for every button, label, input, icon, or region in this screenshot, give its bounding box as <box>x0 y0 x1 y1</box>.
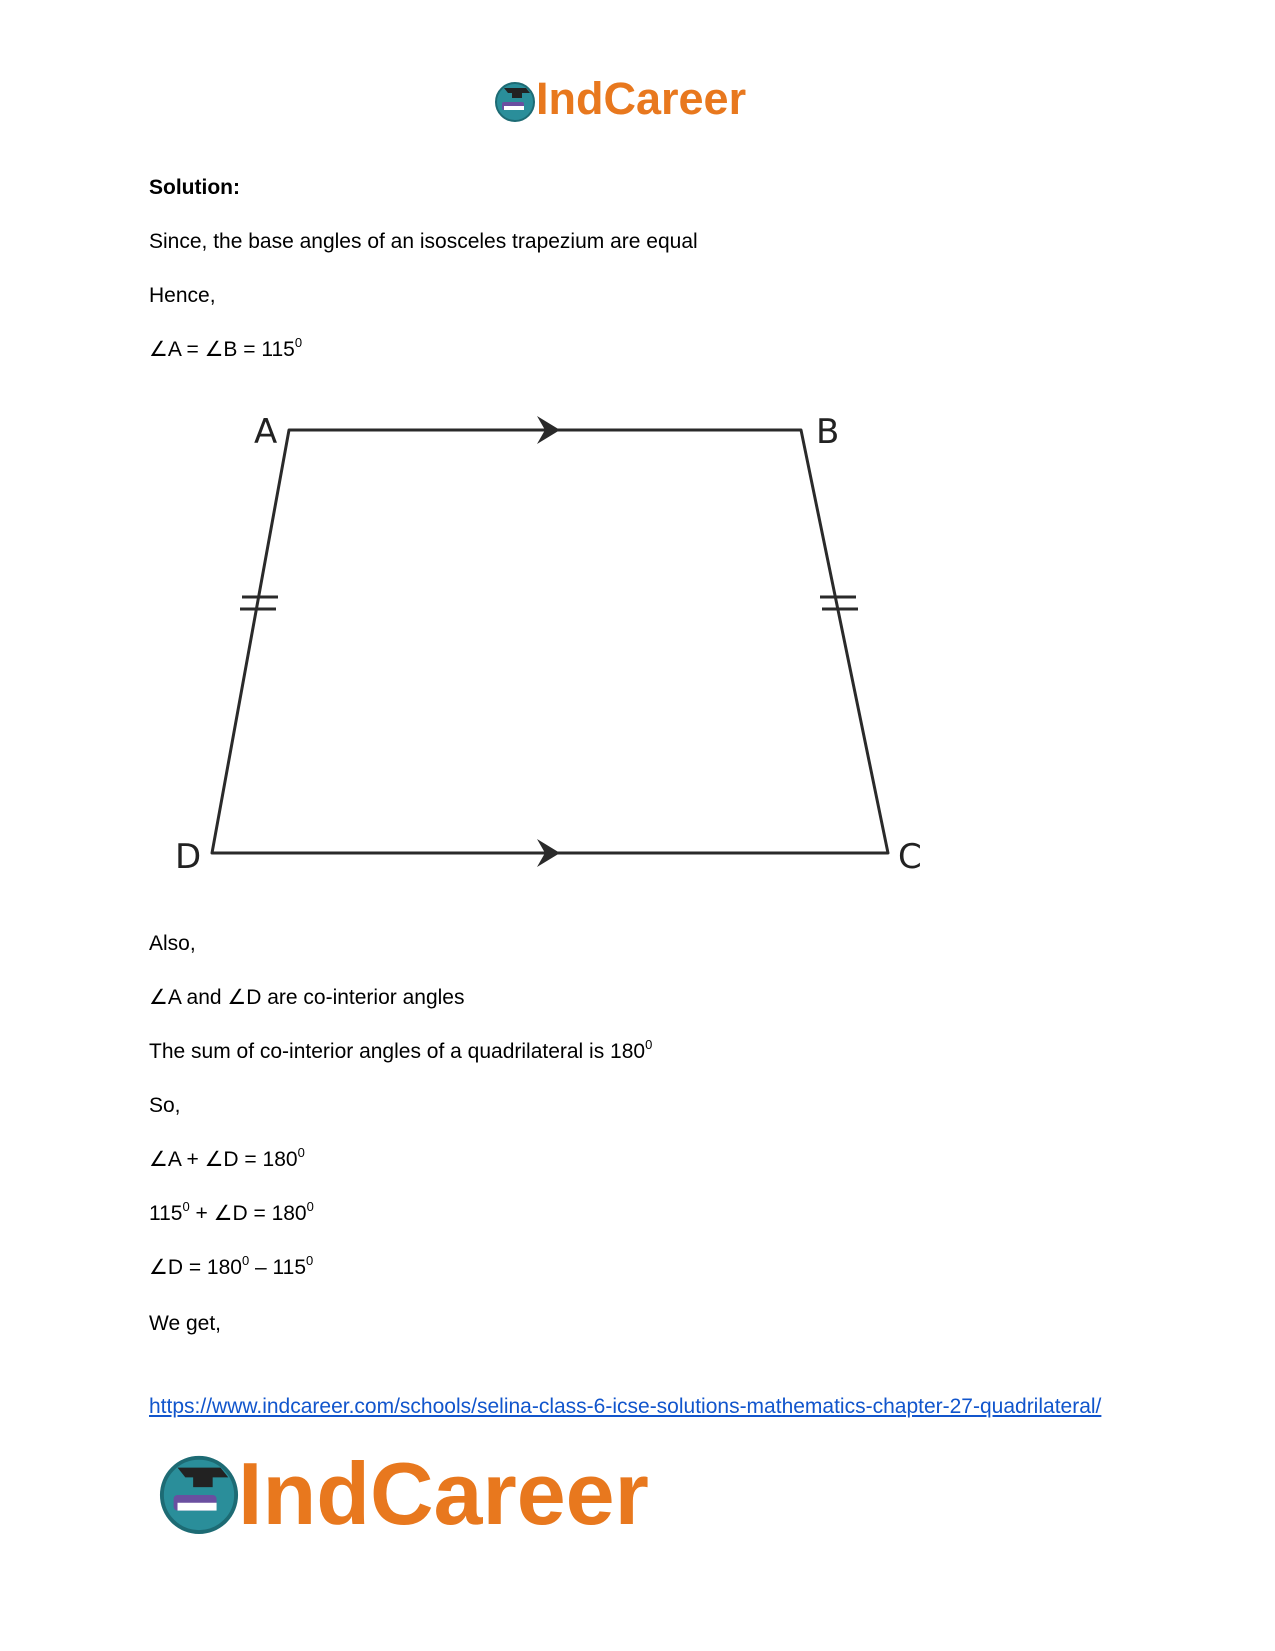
source-url-link[interactable]: https://www.indcareer.com/schools/selina-class-6-icse-solutions-mathematics-chapter-27-quadrilateral/ <box>149 1395 1102 1418</box>
header-logo-text: IndCareer <box>536 73 747 124</box>
header-logo <box>494 73 774 126</box>
angle-equation-ab: ∠A = ∠B = 115 <box>149 338 295 361</box>
value-115: 115 <box>149 1202 183 1225</box>
footer-logo <box>158 1444 698 1543</box>
text-line-3 <box>149 336 302 364</box>
vertex-label-a: A <box>254 412 278 452</box>
degree-superscript: 0 <box>294 335 303 350</box>
text-line-4: Also, <box>149 932 196 955</box>
vertex-label-b: B <box>816 412 840 452</box>
text-line-8 <box>149 1146 305 1174</box>
degree-superscript: 0 <box>645 1037 653 1052</box>
text-line-1: Since, the base angles of an isosceles trapezium are equal <box>149 230 698 253</box>
degree-superscript: 0 <box>306 1253 314 1268</box>
text-line-9 <box>149 1200 314 1228</box>
degree-superscript: 0 <box>297 1145 305 1160</box>
degree-superscript: 0 <box>241 1253 250 1268</box>
trapezium-outline <box>212 430 888 853</box>
text-line-11: We get, <box>149 1312 221 1335</box>
degree-superscript: 0 <box>306 1199 314 1214</box>
angle-d-subtraction-b: – 115 <box>249 1256 307 1279</box>
vertex-label-d: D <box>175 837 202 877</box>
text-line-5: ∠A and ∠D are co-interior angles <box>149 986 465 1009</box>
angle-d-subtraction-a: ∠D = 180 <box>149 1256 242 1279</box>
footer-logo-globe-icon <box>158 1452 240 1534</box>
text-line-2: Hence, <box>149 284 216 307</box>
text-line-6 <box>149 1038 652 1066</box>
angle-d-equation: + ∠D = 180 <box>189 1202 307 1225</box>
vertex-label-c: C <box>898 837 922 877</box>
text-line-10 <box>149 1254 313 1282</box>
angle-sum-equation: ∠A + ∠D = 180 <box>149 1148 298 1171</box>
logo-globe-icon <box>494 80 536 122</box>
text-line-7: So, <box>149 1094 181 1117</box>
footer-logo-text: IndCareer <box>238 1444 649 1543</box>
trapezium-diagram <box>160 400 940 910</box>
solution-label: Solution: <box>149 176 240 199</box>
co-interior-sum-text: The sum of co-interior angles of a quadrilateral is 180 <box>149 1040 646 1063</box>
degree-superscript: 0 <box>182 1199 190 1214</box>
